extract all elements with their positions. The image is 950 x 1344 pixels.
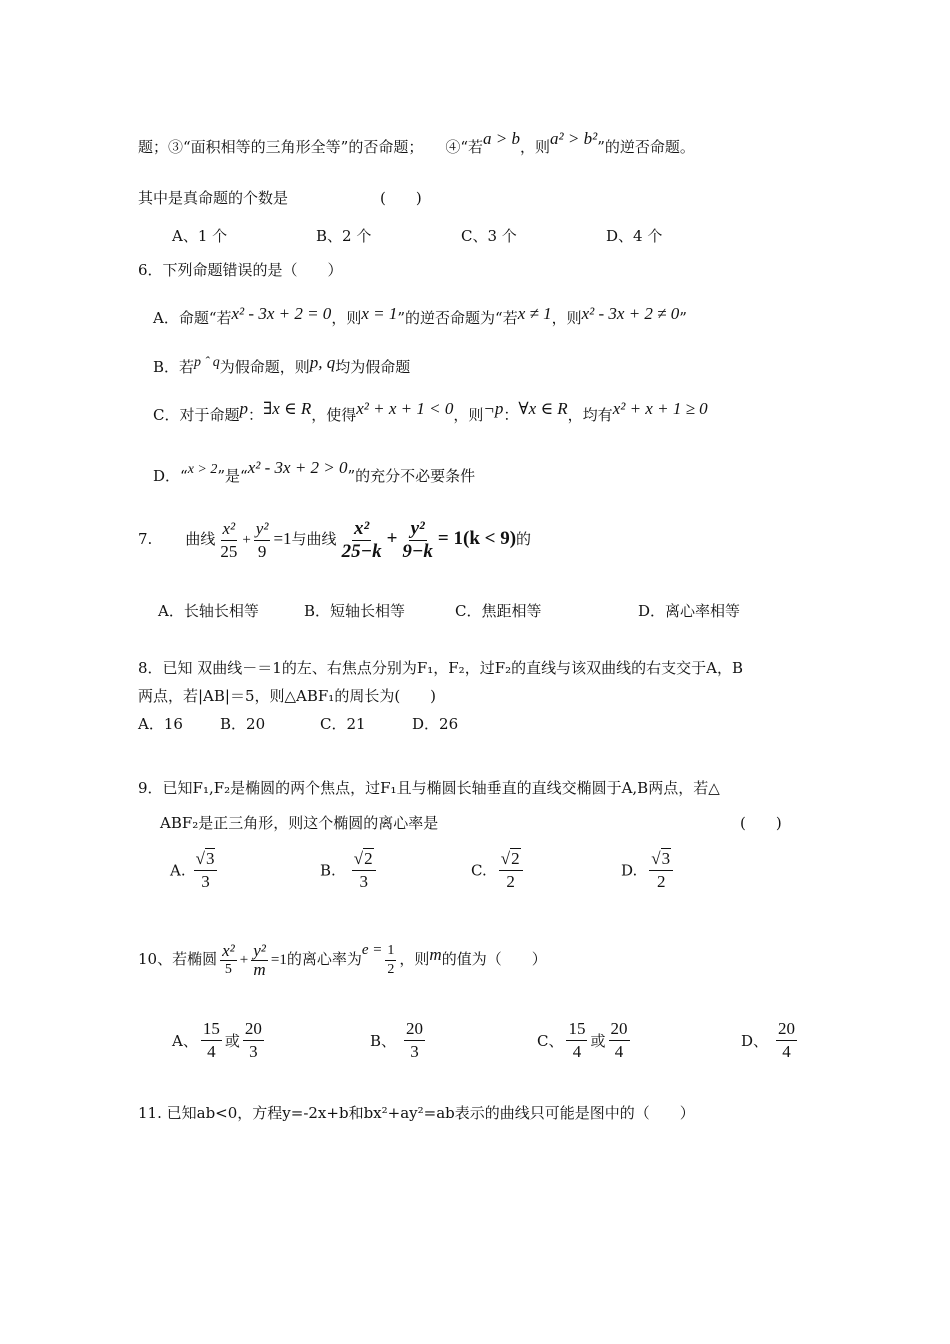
fraction	[243, 1018, 264, 1063]
q7-text: 曲线	[185, 530, 216, 548]
fraction	[404, 1018, 425, 1063]
math-expr: e =	[361, 942, 383, 958]
math-expr: ∀x ∈ R	[518, 399, 568, 418]
q9-line2: ABF₂是正三角形，则这个椭圆的离心率是	[160, 814, 439, 832]
denominator: 2	[656, 872, 666, 891]
q6-text: A．命题“若	[153, 309, 232, 327]
fraction	[776, 1018, 797, 1063]
math-expr: a² > b²	[550, 129, 598, 148]
q10-text: 10、若椭圆	[138, 950, 218, 968]
q7-text: 与曲线	[291, 530, 337, 548]
q6-text: ，均有	[567, 406, 613, 424]
denominator: 3	[201, 872, 210, 891]
q9-option-b	[320, 848, 379, 893]
plus-sign: +	[242, 532, 251, 548]
q6-text: ：	[247, 406, 263, 424]
option-label: D.	[621, 861, 638, 880]
q5-option-b: B、2 个	[316, 227, 372, 245]
q6-text: ，则	[551, 309, 582, 327]
numerator: 20	[404, 1018, 425, 1041]
math-expr: p, q	[309, 353, 336, 372]
denominator: 2	[387, 961, 395, 977]
q6-text: D．“	[153, 467, 188, 485]
q6-option-b	[153, 353, 411, 379]
denominator: 4	[207, 1042, 216, 1061]
q8-option-d: D．26	[412, 715, 459, 733]
q6-option-a	[153, 304, 687, 328]
radicand: 2	[511, 849, 520, 868]
numerator: √3	[649, 848, 673, 871]
radicand: 2	[364, 849, 373, 868]
option-label: A、	[172, 1032, 198, 1050]
q6-text: ，则	[331, 309, 362, 327]
fraction	[400, 518, 435, 563]
math-expr: x² - 3x + 2 ≠ 0	[581, 304, 680, 323]
denominator: 3	[359, 872, 368, 891]
fraction	[201, 1018, 222, 1063]
math-expr: p ˆ q	[194, 355, 220, 370]
answer-paren: ( )	[380, 189, 422, 207]
numerator: √2	[352, 848, 376, 871]
q5-text: 题；③“面积相等的三角形全等”的否命题；	[138, 138, 424, 156]
math-expr: x = 1	[361, 304, 398, 323]
option-label: A.	[170, 861, 186, 880]
q10-option-a	[172, 1018, 267, 1063]
numerator: 15	[201, 1018, 222, 1041]
numerator: y²	[254, 518, 271, 541]
q7-option-d: D．离心率相等	[638, 602, 741, 620]
q6-text: 均为假命题	[335, 358, 411, 376]
q7-option-a: A．长轴长相等	[158, 602, 259, 620]
q5-text: ”的逆否命题。	[597, 138, 695, 156]
q10-text: ，则	[399, 950, 430, 968]
option-label: C、	[537, 1032, 564, 1050]
denominator: 25−k	[341, 540, 382, 562]
q7-stem	[138, 514, 531, 565]
plus-sign: +	[386, 528, 398, 549]
numerator: x²	[353, 517, 370, 539]
fraction	[340, 518, 384, 563]
or-text: 或	[590, 1032, 606, 1050]
option-label: D、	[741, 1032, 769, 1050]
denominator: 4	[572, 1042, 582, 1061]
q6-text: ，则	[453, 406, 484, 424]
q6-text: ”的充分不必要条件	[347, 467, 476, 485]
math-expr: m	[429, 945, 442, 964]
math-expr: ¬p	[483, 399, 504, 418]
fraction	[218, 518, 239, 563]
denominator: 3	[249, 1042, 258, 1061]
denominator: 9	[257, 541, 267, 561]
q10-option-c	[537, 1018, 633, 1063]
equals-one: =1	[270, 952, 287, 968]
radicand: 3	[661, 849, 671, 868]
numerator: 20	[243, 1018, 264, 1041]
answer-paren: ( )	[740, 814, 782, 832]
fraction	[194, 848, 218, 893]
or-text: 或	[224, 1032, 240, 1050]
q10-option-b	[370, 1018, 428, 1063]
q5-option-c: C、3 个	[461, 227, 517, 245]
q8-line2: 两点，若|AB|＝5，则△ABF₁的周长为( )	[138, 687, 437, 705]
q6-text: B．若	[153, 358, 195, 376]
option-label: C.	[471, 861, 487, 880]
math-expr: x² - 3x + 2 = 0	[231, 304, 332, 323]
q8-line1: 8．已知 双曲线－＝1的左、右焦点分别为F₁，F₂，过F₂的直线与该双曲线的右支交于A，B	[138, 659, 743, 677]
numerator: 20	[776, 1018, 797, 1041]
q10-option-d	[741, 1018, 800, 1063]
denominator: 9−k	[402, 540, 433, 562]
denominator: m	[253, 959, 266, 979]
option-label: B.	[320, 861, 336, 880]
numerator: x²	[222, 940, 235, 960]
math-expr: p	[239, 399, 248, 418]
math-expr: x² - 3x + 2 > 0	[247, 458, 348, 477]
q5-option-a: A、1 个	[172, 227, 228, 245]
q9-option-a	[170, 848, 220, 893]
fraction	[499, 848, 523, 893]
q6-option-d	[153, 458, 476, 488]
equals-one: =1	[273, 529, 292, 548]
q10-text: 的离心率为	[286, 950, 362, 968]
math-expr: x ≠ 1	[517, 304, 552, 323]
equation-condition: = 1(k < 9)	[437, 528, 517, 549]
q5-option-d: D、4 个	[606, 227, 663, 245]
q5-line2	[138, 188, 288, 208]
denominator: 25	[220, 541, 238, 561]
q5-text: ，则	[520, 138, 551, 156]
numerator: 20	[609, 1018, 630, 1041]
denominator: 4	[782, 1042, 791, 1061]
q8-option-b: B．20	[220, 715, 266, 733]
math-expr: a > b	[483, 129, 520, 148]
q7-text: 的	[516, 530, 532, 548]
math-expr: x² + x + 1 < 0	[356, 399, 454, 418]
q9-option-c	[471, 848, 526, 893]
q6-text: ”是“	[217, 467, 248, 485]
fraction	[251, 942, 268, 979]
q8-option-c: C．21	[320, 715, 366, 733]
q8-option-a: A．16	[138, 715, 183, 733]
fraction	[254, 518, 271, 563]
q6-text: ，使得	[311, 406, 357, 424]
q6-text: ”	[679, 309, 687, 327]
q10-stem	[138, 935, 547, 984]
fraction	[352, 848, 376, 893]
q6-text: 为假命题，则	[219, 358, 310, 376]
q6-stem: 6．下列命题错误的是（ ）	[138, 261, 343, 279]
fraction	[385, 942, 396, 979]
numerator: 15	[566, 1018, 587, 1041]
q7-option-b: B．短轴长相等	[304, 602, 406, 620]
denominator: 2	[506, 872, 515, 891]
q6-text: ”的逆否命题为“若	[397, 309, 518, 327]
math-expr: x > 2	[187, 462, 218, 477]
q5-text: ④“若	[445, 138, 484, 156]
fraction	[566, 1018, 587, 1063]
denominator: 3	[410, 1042, 419, 1061]
numerator: √2	[499, 848, 523, 871]
denominator: 4	[614, 1042, 624, 1061]
fraction	[220, 942, 237, 979]
q6-text: ：	[503, 406, 519, 424]
denominator: 5	[224, 961, 232, 977]
numerator: 1	[385, 942, 396, 961]
q6-option-c	[153, 399, 708, 425]
radicand: 3	[205, 849, 215, 868]
numerator: y²	[253, 940, 266, 960]
q11-stem: 11. 已知ab<0，方程y=-2x+b和bx²+ay²=ab表示的曲线只可能是图中的（ ）	[138, 1104, 695, 1122]
fraction	[649, 848, 673, 893]
q5-text: 其中是真命题的个数是	[138, 189, 289, 207]
fraction	[609, 1018, 630, 1063]
numerator: x²	[221, 518, 238, 541]
q9-line1: 9．已知F₁,F₂是椭圆的两个焦点，过F₁且与椭圆长轴垂直的直线交椭圆于A,B两点，若△	[138, 779, 720, 797]
option-label: B、	[370, 1032, 397, 1050]
math-expr: ∃x ∈ R	[263, 399, 312, 418]
q10-text: 的值为（ ）	[441, 950, 547, 968]
numerator: y²	[410, 517, 425, 539]
q5-line1	[138, 129, 695, 157]
plus-sign: +	[239, 952, 249, 968]
q6-text: C．对于命题	[153, 406, 240, 424]
q7-option-c: C．焦距相等	[455, 602, 542, 620]
question-number: 7.	[138, 530, 153, 548]
math-expr: x² + x + 1 ≥ 0	[612, 399, 708, 418]
q9-option-d	[621, 848, 676, 893]
numerator: √3	[194, 848, 218, 871]
